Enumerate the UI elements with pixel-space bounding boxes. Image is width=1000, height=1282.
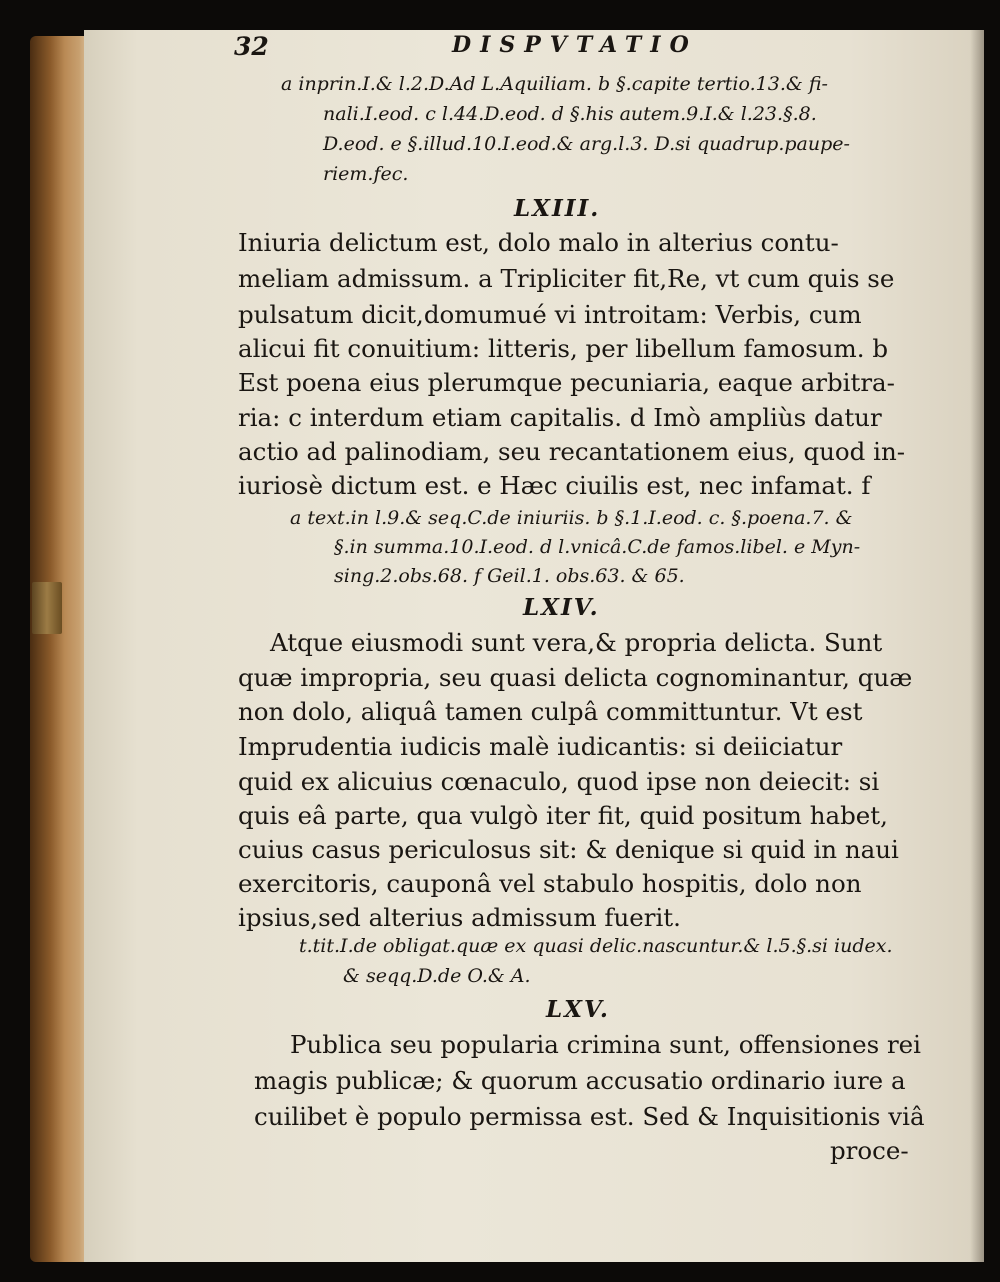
- text-line: cuilibet è populo permissa est. Sed & Inquisitionis viâ: [254, 1102, 925, 1131]
- footnote-line: D.eod. e §.illud.10.I.eod.& arg.l.3. D.si quadrup.paupe-: [323, 133, 850, 155]
- catchword: proce-: [830, 1136, 909, 1165]
- text-line: Est poena eius plerumque pecuniaria, eaque arbitra-: [238, 368, 895, 397]
- text-line: Imprudentia iudicis malè iudicantis: si deiiciatur: [238, 732, 843, 761]
- footnote-line: riem.fec.: [323, 163, 409, 185]
- page-number: 32: [234, 32, 269, 61]
- text-line: pulsatum dicit,domumué vi introitam: Verbis, cum: [238, 300, 862, 329]
- page-edge-shadow: [970, 30, 984, 1262]
- footnote-line: a inprin.I.& l.2.D.Ad L.Aquiliam. b §.capite tertio.13.& fi-: [281, 73, 828, 95]
- section-number: LXIII.: [514, 195, 601, 222]
- book-spine: [30, 36, 88, 1262]
- footnote-line: a text.in l.9.& seq.C.de iniuriis. b §.1.I.eod. c. §.poena.7. &: [290, 507, 853, 529]
- text-line: quid ex alicuius cœnaculo, quod ipse non deiecit: si: [238, 767, 880, 796]
- book-clasp: [32, 582, 62, 634]
- footnote-line: sing.2.obs.68. f Geil.1. obs.63. & 65.: [334, 565, 685, 587]
- footnote-line: t.tit.I.de obligat.quæ ex quasi delic.nascuntur.& l.5.§.si iudex.: [299, 935, 893, 957]
- section-number: LXIV.: [523, 594, 600, 621]
- text-line: ria: c interdum etiam capitalis. d Imò ampliùs datur: [238, 403, 882, 432]
- text-line: ipsius,sed alterius admissum fuerit.: [238, 903, 681, 932]
- section-number: LXV.: [546, 996, 610, 1023]
- text-line: iuriosè dictum est. e Hæc ciuilis est, nec infamat. f: [238, 471, 871, 500]
- text-line: non dolo, aliquâ tamen culpâ committuntur. Vt est: [238, 697, 863, 726]
- footnote-line: & seqq.D.de O.& A.: [343, 965, 531, 987]
- text-line: meliam admissum. a Tripliciter fit,Re, vt cum quis se: [238, 264, 895, 293]
- text-line: quæ impropria, seu quasi delicta cognominantur, quæ: [238, 663, 913, 692]
- book-page: [84, 30, 984, 1262]
- footnote-line: §.in summa.10.I.eod. d l.vnicâ.C.de famos.libel. e Myn-: [334, 536, 861, 558]
- footnote-line: nali.I.eod. c l.44.D.eod. d §.his autem.9.I.& l.23.§.8.: [323, 103, 817, 125]
- text-line: alicui fit conuitium: litteris, per libellum famosum. b: [238, 334, 889, 363]
- text-line: magis publicæ; & quorum accusatio ordinario iure a: [254, 1066, 906, 1095]
- text-line: Atque eiusmodi sunt vera,& propria delicta. Sunt: [270, 628, 883, 657]
- text-line: quis eâ parte, qua vulgò iter fit, quid positum habet,: [238, 801, 888, 830]
- text-line: cuius casus periculosus sit: & denique si quid in naui: [238, 835, 899, 864]
- text-line: Publica seu popularia crimina sunt, offensiones rei: [290, 1030, 921, 1059]
- running-title: DISPVTATIO: [452, 32, 698, 58]
- text-line: exercitoris, cauponâ vel stabulo hospitis, dolo non: [238, 869, 862, 898]
- text-line: Iniuria delictum est, dolo malo in alterius contu-: [238, 228, 839, 257]
- text-line: actio ad palinodiam, seu recantationem eius, quod in-: [238, 437, 906, 466]
- running-header: [84, 32, 984, 66]
